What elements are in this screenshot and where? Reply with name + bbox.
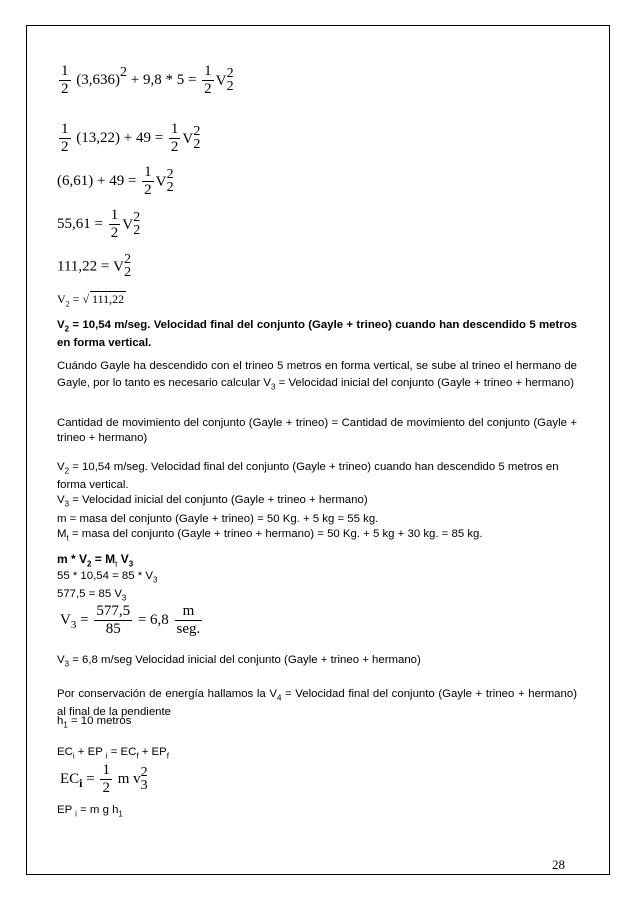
equation-1: $\frac{1}{2}$ (3,636)2 + 9,8 * 5 = $\frac{1}{2}$ V 2 2	[61, 63, 234, 97]
equation-5: 111,22 = V 2 2	[57, 252, 132, 280]
v3-result: $V_3 = 6,8$ m/seg Velocidad inicial del conjunto (Gayle + trineo + hermano)	[57, 654, 421, 669]
paragraph-1: Cuándo Gayle ha descendido con el trineo 5 metros en forma vertical, se sube al trineo el hermano de Gayle, por lo tanto es necesario calcular $V_3$ = Velocidad inicial del conjunto (Gayle + trineo + hermano)	[57, 360, 577, 392]
paragraph-energy: Por conservación de energía hallamos la $V_4$ = Velocidad final del conjunto (Gayle + trineo + hermano) al final de la pendiente	[57, 688, 577, 719]
equation-2: $\frac{1}{2}$ (13,22) + 49 = $\frac{1}{2}$ V 2 2	[61, 121, 201, 155]
calc-lines: $55 * 10,54 = 85 * V_3$ 577,5 = 85 $V_3$	[57, 570, 158, 603]
page-number: 28	[552, 857, 565, 872]
momentum-equation: $m * V_2 = M_t$ $V_3$	[57, 552, 134, 569]
energy-conservation-line: $EC_i$ + EP $_i = EC_f + EP_f$	[57, 746, 169, 761]
paragraph-2: Cantidad de movimiento del conjunto (Gayle + trineo) = Cantidad de movimiento del conjunto (Gayle + trineo + hermano)	[57, 417, 577, 444]
paragraph-3: $V_2 = 10,54$ m/seg. Velocidad final del conjunto (Gayle + trineo) cuando han descendido 5 metros en forma vertical. $V_3$ = Velocidad inicial del conjunto (Gayle + trineo + hermano) m = masa del conjunto (Gayle + trineo) = 50 Kg. + 5 kg = 55 kg. $M_t$ = masa del conjunto (Gayle + trineo + hermano) = 50 Kg. + 5 kg + 30 kg. = 85 kg.	[57, 461, 559, 542]
equation-3: (6,61) + 49 = $\frac{1}{2}$ V 2 2	[57, 164, 174, 198]
height-line: $h_1 = 10$ metros	[57, 715, 132, 730]
eci-equation: $EC_i$ = $\frac{1}{2}$ m v 2 3	[60, 762, 148, 796]
equation-6: $V_2$ = √ 111,22	[57, 292, 125, 309]
potential-energy-line: EP $_i$ = m g $h_1$	[57, 804, 123, 819]
v2-result-bold: $V_2 = 10,54$ m/seg. Velocidad final del conjunto (Gayle + trineo) cuando han descendido 5 metros en forma vertical.	[57, 319, 577, 350]
v3-equation: $V_3$ = $\frac{577,5}{85}$ = 6,8 $\frac{m}{\text{seg.}}$	[60, 603, 201, 637]
equation-4: 55,61 = $\frac{1}{2}$ V 2 2	[57, 207, 141, 241]
